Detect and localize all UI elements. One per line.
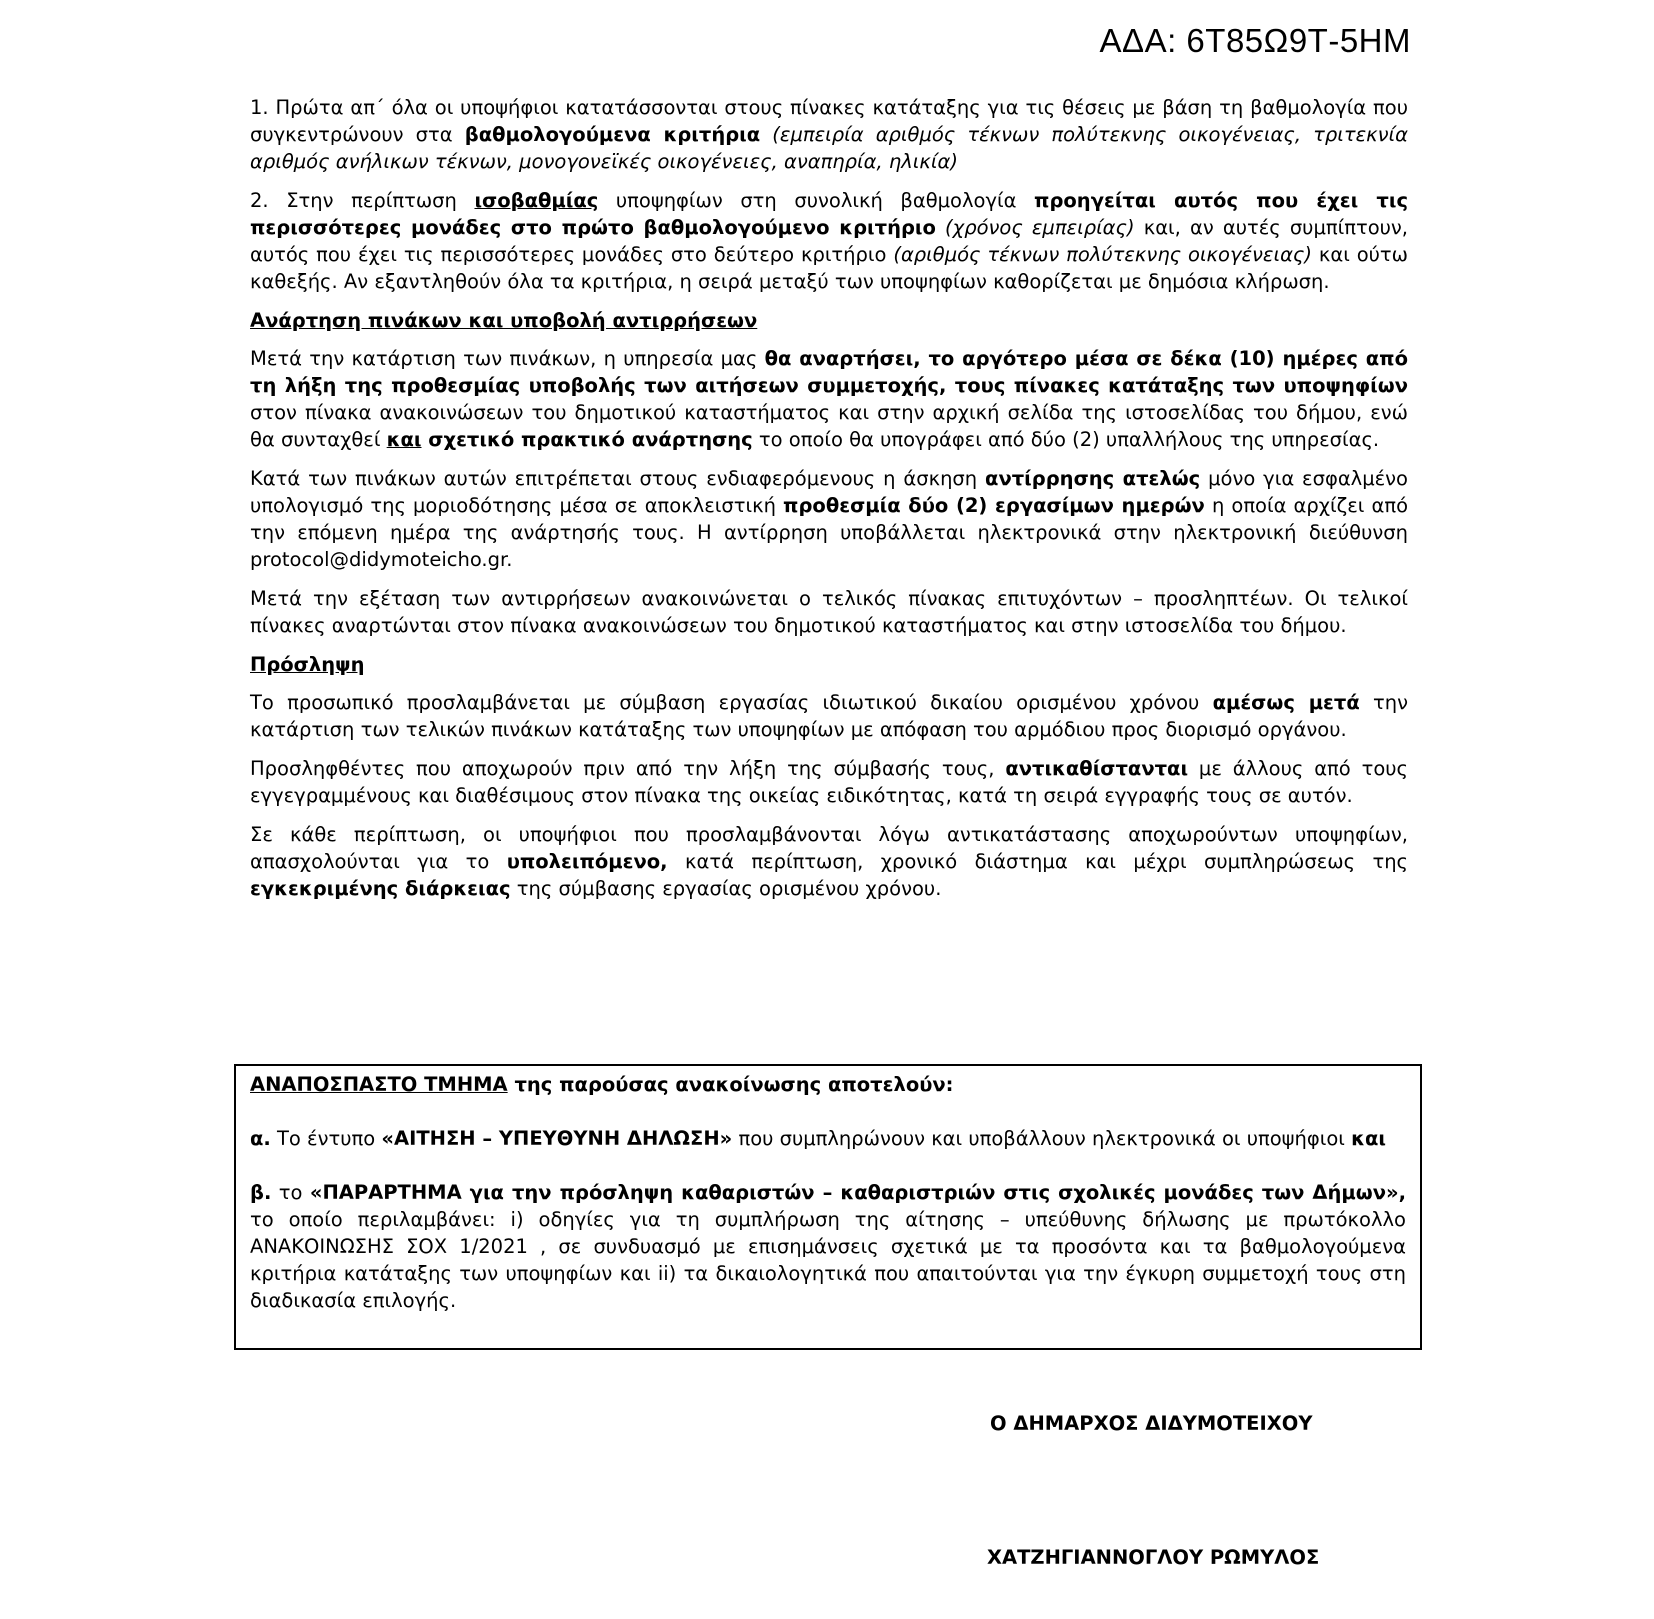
signature-title: Ο ΔΗΜΑΡΧΟΣ ΔΙΔΥΜΟΤΕΙΧΟΥ [990,1412,1313,1435]
posting-paragraph-3: Μετά την εξέταση των αντιρρήσεων ανακοινώνεται ο τελικός πίνακας επιτυχόντων – προσληπτέων. Οι τελικοί πίνακες αναρτώνται στον πίνακα ανακοινώσεων του δημοτικού καταστήματος και στην ιστοσελίδα του δήμου. [250,587,1408,637]
posting-paragraph-1: Μετά την κατάρτιση των πινάκων, η υπηρεσία μας θα αναρτήσει, το αργότερο μέσα σε δέκα (10) ημέρες από τη λήξη της προθεσμίας υποβολής των αιτήσεων συμμετοχής, τους πίνακες κατάταξης των υποψηφίων στον πίνακα ανακοινώσεων του δημοτικού καταστήματος και στην αρχική σελίδα της ιστοσελίδας του δήμου, ενώ θα συνταχθεί και σχετικό πρακτικό ανάρτησης το οποίο θα υπογράφει από δύο (2) υπαλλήλους της υπηρεσίας. [250,347,1408,451]
detachable-section-box [234,1064,1422,1350]
box-item-a: α. Το έντυπο «ΑΙΤΗΣΗ – ΥΠΕΥΘΥΝΗ ΔΗΛΩΣΗ» που συμπληρώνουν και υποβάλλουν ηλεκτρονικά οι υποψήφιοι και [250,1127,1386,1150]
posting-paragraph-2: Κατά των πινάκων αυτών επιτρέπεται στους ενδιαφερόμενους η άσκηση αντίρρησης ατελώς μόνο για εσφαλμένο υπολογισμό της μοριοδότησης μέσα σε αποκλειστική προθεσμία δύο (2) εργασίμων ημερών η οποία αρχίζει από την επόμενη ημέρα της ανάρτησής τους. Η αντίρρηση υποβάλλεται ηλεκτρονικά στην ηλεκτρονική διεύθυνση protocol@didymoteicho.gr. [250,467,1408,571]
hiring-paragraph-3: Σε κάθε περίπτωση, οι υποψήφιοι που προσλαμβάνονται λόγω αντικατάστασης αποχωρούντων υποψηφίων, απασχολούνται για το υπολειπόμενο, κατά περίπτωση, χρονικό διάστημα και μέχρι συμπληρώσεως της εγκεκριμένης διάρκειας της σύμβασης εργασίας ορισμένου χρόνου. [250,823,1408,900]
hiring-heading: Πρόσληψη [250,653,365,676]
posting-heading: Ανάρτηση πινάκων και υποβολή αντιρρήσεων [250,309,758,332]
ranking-paragraph-1: 1. Πρώτα απ΄ όλα οι υποψήφιοι κατατάσσονται στους πίνακες κατάταξης για τις θέσεις με βάση τη βαθμολογία που συγκεντρώνουν στα βαθμολογούμενα κριτήρια (εμπειρία αριθμός τέκνων πολύτεκνης οικογένειας, τριτεκνία αριθμός ανήλικων τέκνων, μονογονεϊκές οικογένειες, αναπηρία, ηλικία) [250,96,1409,173]
document-body [250,94,1408,914]
hiring-paragraph-1: Το προσωπικό προσλαμβάνεται με σύμβαση εργασίας ιδιωτικού δικαίου ορισμένου χρόνου αμέσως μετά την κατάρτιση των τελικών πινάκων κατάταξης των υποψηφίων με απόφαση του αρμόδιου προς διορισμό οργάνου. [250,691,1408,741]
ranking-paragraph-2: 2. Στην περίπτωση ισοβαθμίας υποψηφίων στη συνολική βαθμολογία προηγείται αυτός που έχει τις περισσότερες μονάδες στο πρώτο βαθμολογούμενο κριτήριο (χρόνος εμπειρίας) και, αν αυτές συμπίπτουν, αυτός που έχει τις περισσότερες μονάδες στο δεύτερο κριτήριο (αριθμός τέκνων πολύτεκνης οικογένειας) και ούτω καθεξής. Αν εξαντληθούν όλα τα κριτήρια, η σειρά μεταξύ των υποψηφίων καθορίζεται με δημόσια κλήρωση. [250,189,1409,293]
ada-code: ΑΔΑ: 6Τ85Ω9Τ-5ΗΜ [1099,22,1411,59]
box-title: ΑΝΑΠΟΣΠΑΣΤΟ ΤΜΗΜΑ της παρούσας ανακοίνωσης αποτελούν: [250,1073,954,1096]
signature-name: ΧΑΤΖΗΓΙΑΝΝΟΓΛΟΥ ΡΩΜΥΛΟΣ [987,1546,1320,1569]
box-item-b: β. το «ΠΑΡΑΡΤΗΜΑ για την πρόσληψη καθαριστών – καθαριστριών στις σχολικές μονάδες των Δήμων», το οποίο περιλαμβάνει: i) οδηγίες για τη συμπλήρωση της αίτησης – υπεύθυνης δήλωσης με πρωτόκολλο ΑΝΑΚΟΙΝΩΣΗΣ ΣΟΧ 1/2021 , σε συνδυασμό με επισημάνσεις σχετικά με τα προσόντα και τα βαθμολογούμενα κριτήρια κατάταξης των υποψηφίων και ii) τα δικαιολογητικά που απαιτούνται για την έγκυρη συμμετοχή τους στη διαδικασία επιλογής. [250,1181,1406,1312]
hiring-paragraph-2: Προσληφθέντες που αποχωρούν πριν από την λήξη της σύμβασής τους, αντικαθίστανται με άλλους από τους εγγεγραμμένους και διαθέσιμους στον πίνακα της οικείας ειδικότητας, κατά τη σειρά εγγραφής τους σε αυτόν. [250,757,1408,807]
